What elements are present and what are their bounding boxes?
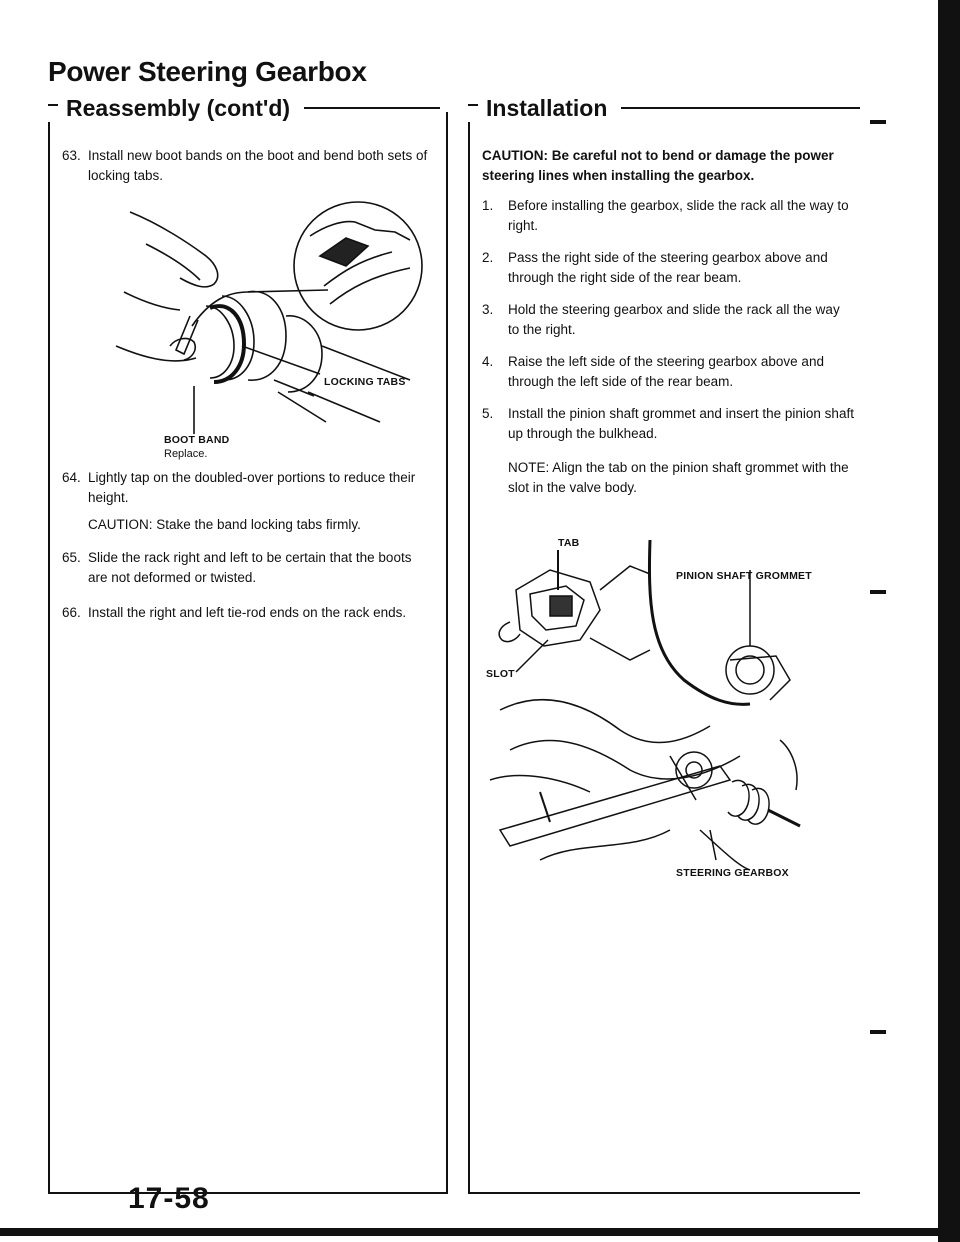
install-note: NOTE: Align the tab on the pinion shaft grommet with the slot in the valve body.: [508, 460, 849, 495]
scan-mark: [870, 590, 886, 594]
step-64: 64. Lightly tap on the doubled-over portions to reduce their height.: [62, 470, 416, 505]
gearbox-installation-illustration: [480, 530, 820, 880]
scan-mark: [870, 120, 886, 124]
page-number: 17-58: [128, 1182, 210, 1215]
install-step-4: 4. Raise the left side of the steering gearbox above and through the left side of the rear beam.: [482, 354, 824, 389]
right-caution: CAUTION: Be careful not to bend or damage the power steering lines when installing the gearbox.: [482, 148, 834, 183]
pinion-shaft-grommet-label: PINION SHAFT GROMMET: [676, 570, 812, 582]
scan-bottom-edge: [0, 1228, 940, 1236]
right-section-heading: [468, 94, 860, 122]
boot-band-label: BOOT BAND: [164, 434, 230, 446]
scan-mark: [870, 1030, 886, 1034]
tab-label: TAB: [558, 537, 580, 549]
step-65: 65. Slide the rack right and left to be certain that the boots are not deformed or twisted.: [62, 550, 412, 585]
page-title: Power Steering Gearbox: [48, 56, 367, 87]
boot-band-note: Replace.: [164, 448, 208, 460]
boot-band-illustration: [110, 196, 440, 436]
install-step-2: 2. Pass the right side of the steering gearbox above and through the right side of the rear beam.: [482, 250, 828, 285]
step-66: 66. Install the right and left tie-rod ends on the rack ends.: [62, 605, 407, 620]
section-title-installation: Installation: [486, 94, 608, 121]
install-step-1: 1. Before installing the gearbox, slide the rack all the way to right.: [482, 198, 849, 233]
step-63: 63. Install new boot bands on the boot and bend both sets of locking tabs.: [62, 148, 428, 183]
install-step-5: 5. Install the pinion shaft grommet and insert the pinion shaft up through the bulkhead.: [482, 406, 854, 441]
locking-tabs-label: LOCKING TABS: [324, 376, 406, 388]
steering-gearbox-label: STEERING GEARBOX: [676, 867, 789, 879]
scan-edge-bar: [938, 0, 960, 1242]
install-step-3: 3. Hold the steering gearbox and slide the rack all the way to the right.: [482, 302, 840, 337]
left-section-heading: [48, 94, 440, 122]
left-caution: CAUTION: Stake the band locking tabs firmly.: [88, 517, 361, 532]
slot-label: SLOT: [486, 668, 515, 680]
section-title-reassembly: Reassembly (cont'd): [66, 94, 291, 121]
